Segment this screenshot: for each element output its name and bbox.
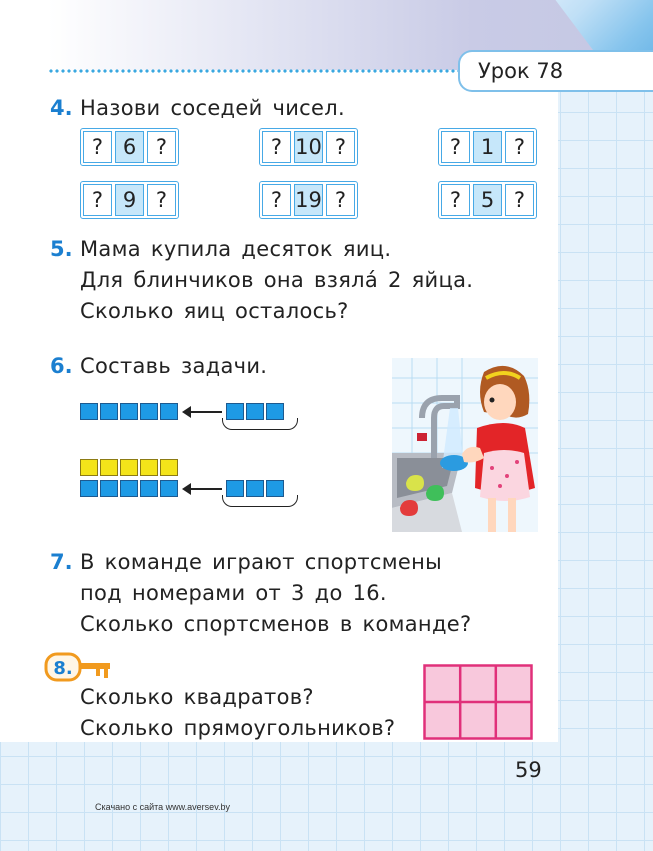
blue-square (80, 403, 98, 420)
blue-square (80, 480, 98, 497)
yellow-square (80, 459, 98, 476)
blue-square (140, 480, 158, 497)
brace-icon (222, 418, 298, 430)
task4-text: Назови соседей чисел. (80, 96, 345, 120)
task5-line: Сколько яиц осталось? (80, 299, 349, 323)
neighbor-middle-cell: 19 (294, 184, 323, 216)
neighbor-right-cell: ? (505, 131, 534, 163)
task7-number: 7. (50, 550, 73, 574)
lesson-label: Урок 78 (478, 59, 564, 83)
task8-line: Сколько квадратов? (80, 685, 314, 709)
neighbor-left-cell: ? (441, 131, 470, 163)
neighbor-middle-cell: 5 (473, 184, 502, 216)
neighbor-left-cell: ? (83, 184, 112, 216)
girl-washing-dishes-illustration (392, 358, 538, 532)
neighbor-left-cell: ? (262, 184, 291, 216)
blue-square (120, 403, 138, 420)
neighbor-left-cell: ? (83, 131, 112, 163)
neighbor-right-cell: ? (326, 131, 355, 163)
task5-number: 5. (50, 237, 73, 261)
arrow-left-icon (188, 411, 222, 413)
task7-line: В команде играют спортсмены (80, 550, 443, 574)
task8-line: Сколько прямоугольников? (80, 716, 396, 740)
dotted-divider (48, 68, 468, 74)
task8-number: 8. (53, 658, 73, 679)
diagram2-left-blue (80, 480, 178, 497)
task7-line: под номерами от 3 до 16. (80, 581, 387, 605)
neighbor-group (259, 181, 358, 219)
task5-line: Мама купила десяток яиц. (80, 237, 392, 261)
task7-line: Сколько спортсменов в команде? (80, 612, 472, 636)
brace-icon (222, 495, 298, 507)
page-number: 59 (515, 758, 542, 782)
neighbor-middle-cell: 10 (294, 131, 323, 163)
rectangle-grid (423, 664, 533, 740)
neighbor-middle-cell: 6 (115, 131, 144, 163)
neighbor-right-cell: ? (147, 184, 176, 216)
diagram1-left-blue (80, 403, 178, 420)
task5-line: Для блинчиков она взяла́ 2 яйца. (80, 268, 474, 292)
lesson-tab (458, 50, 653, 92)
neighbor-right-cell: ? (147, 131, 176, 163)
yellow-square (100, 459, 118, 476)
neighbor-right-cell: ? (505, 184, 534, 216)
yellow-square (160, 459, 178, 476)
blue-square (120, 480, 138, 497)
blue-square (160, 403, 178, 420)
yellow-square (140, 459, 158, 476)
blue-square (100, 480, 118, 497)
neighbor-middle-cell: 9 (115, 184, 144, 216)
arrow-left-icon (188, 488, 222, 490)
blue-square (100, 403, 118, 420)
task4-number: 4. (50, 96, 73, 120)
neighbor-left-cell: ? (441, 184, 470, 216)
task6-number: 6. (50, 354, 73, 378)
neighbor-left-cell: ? (262, 131, 291, 163)
neighbor-group (80, 181, 179, 219)
blue-square (160, 480, 178, 497)
neighbor-group (80, 128, 179, 166)
neighbor-right-cell: ? (326, 184, 355, 216)
neighbor-group (438, 128, 537, 166)
neighbor-group (438, 181, 537, 219)
blue-square (140, 403, 158, 420)
yellow-square (120, 459, 138, 476)
neighbor-group (259, 128, 358, 166)
neighbor-middle-cell: 1 (473, 131, 502, 163)
diagram2-left-yellow (80, 459, 178, 476)
watermark: Скачано с сайта www.aversev.by (95, 802, 231, 812)
task6-text: Составь задачи. (80, 354, 268, 378)
